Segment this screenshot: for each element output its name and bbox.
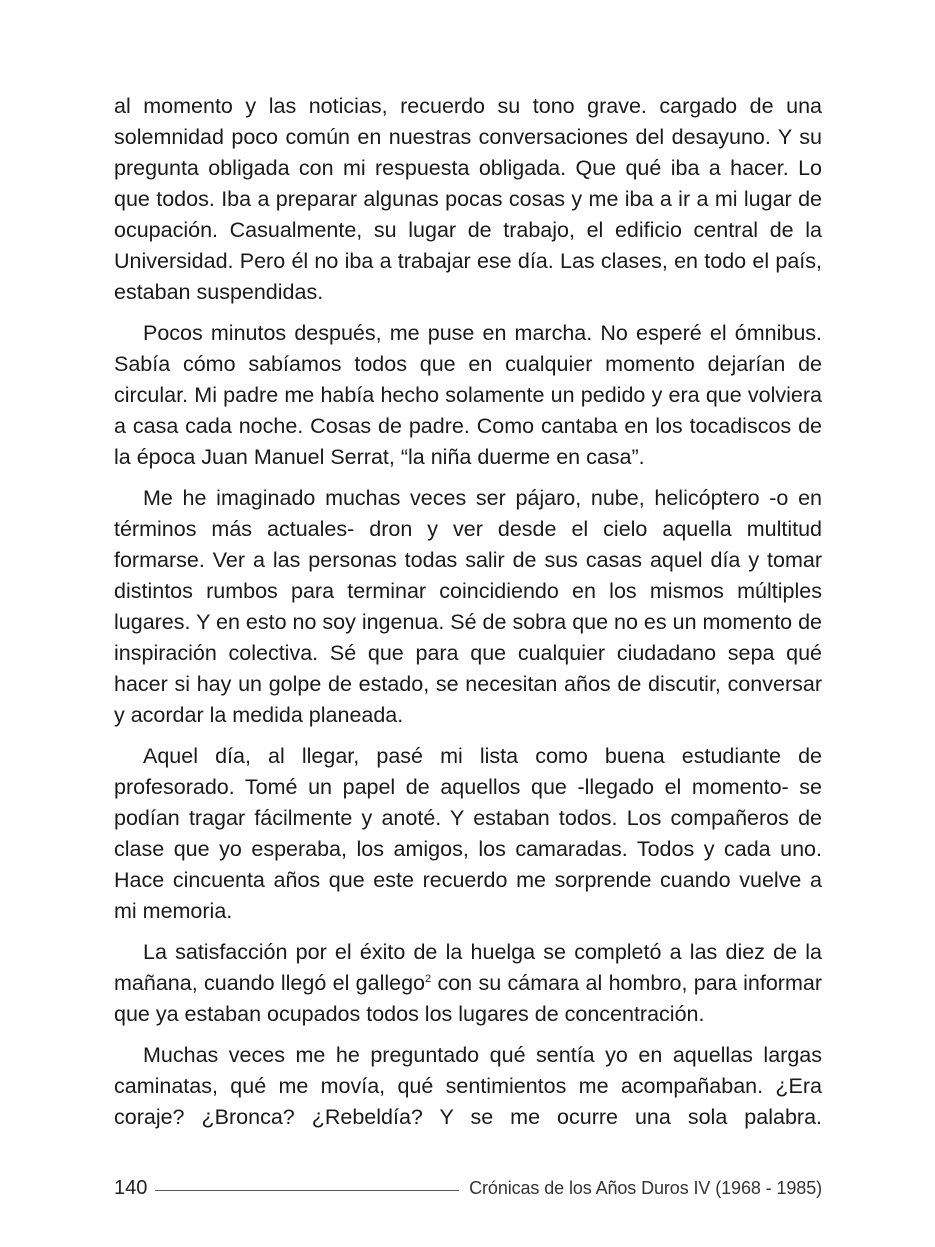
page-number: 140 bbox=[114, 1176, 148, 1199]
footer-rule bbox=[155, 1190, 459, 1191]
book-title: Crónicas de los Años Duros IV (1968 - 1985) bbox=[469, 1177, 822, 1198]
paragraph-5-text-before: La satisfacción por el éxito de la huelga se completó a las diez de la mañana, cuando llegó el gallego bbox=[114, 940, 822, 995]
page-body bbox=[114, 91, 822, 1143]
paragraph-1: al momento y las noticias, recuerdo su tono grave. cargado de una solemnidad poco común en nuestras conversaciones del desayuno. Y su pregunta obligada con mi respuesta obligada. Que qué iba a hacer. Lo que todos. Iba a preparar algunas pocas cosas y me iba a ir a mi lugar de ocupación. Casualmente, su lugar de trabajo, el edificio central de la Universidad. Pero él no iba a trabajar ese día. Las clases, en todo el país, estaban suspendidas. bbox=[114, 94, 822, 304]
page-footer bbox=[114, 1173, 822, 1203]
paragraph-3: Me he imaginado muchas veces ser pájaro, nube, helicóptero -o en términos más actuales- dron y ver desde el cielo aquella multitud formarse. Ver a las personas todas salir de sus casas aquel día y tomar distintos rumbos para terminar coincidiendo en los mismos múltiples lugares. Y en esto no soy ingenua. Sé de sobra que no es un momento de inspiración colectiva. Sé que para que cualquier ciudadano sepa qué hacer si hay un golpe de estado, se necesitan años de discutir, conversar y acordar la medida planeada. bbox=[114, 486, 823, 727]
footnote-reference: 2 bbox=[425, 972, 432, 985]
paragraph-4: Aquel día, al llegar, pasé mi lista como buena estudiante de profesorado. Tomé un papel de aquellos que -llegado el momento- se podían tragar fácilmente y anoté. Y estaban todos. Los compañeros de clase que yo esperaba, los amigos, los camaradas. Todos y cada uno. Hace cincuenta años que este recuerdo me sorprende cuando vuelve a mi memoria. bbox=[114, 744, 822, 923]
paragraph-5-text-after: con su cámara al hombro, para informar que ya estaban ocupados todos los lugares de concentración. bbox=[114, 971, 822, 1026]
paragraph-5 bbox=[114, 937, 822, 1030]
paragraph-2: Pocos minutos después, me puse en marcha. No esperé el ómnibus. Sabía cómo sabíamos todos que en cualquier momento dejarían de circular. Mi padre me había hecho solamente un pedido y era que volviera a casa cada noche. Cosas de padre. Como cantaba en los tocadiscos de la época Juan Manuel Serrat, “la niña duerme en casa”. bbox=[114, 321, 822, 469]
paragraph-6: Muchas veces me he preguntado qué sentía yo en aquellas largas caminatas, qué me movía, qué sentimientos me acompañaban. ¿Era coraje? ¿Bronca? ¿Rebeldía? Y se me ocurre una sola palabra. bbox=[114, 1043, 822, 1129]
